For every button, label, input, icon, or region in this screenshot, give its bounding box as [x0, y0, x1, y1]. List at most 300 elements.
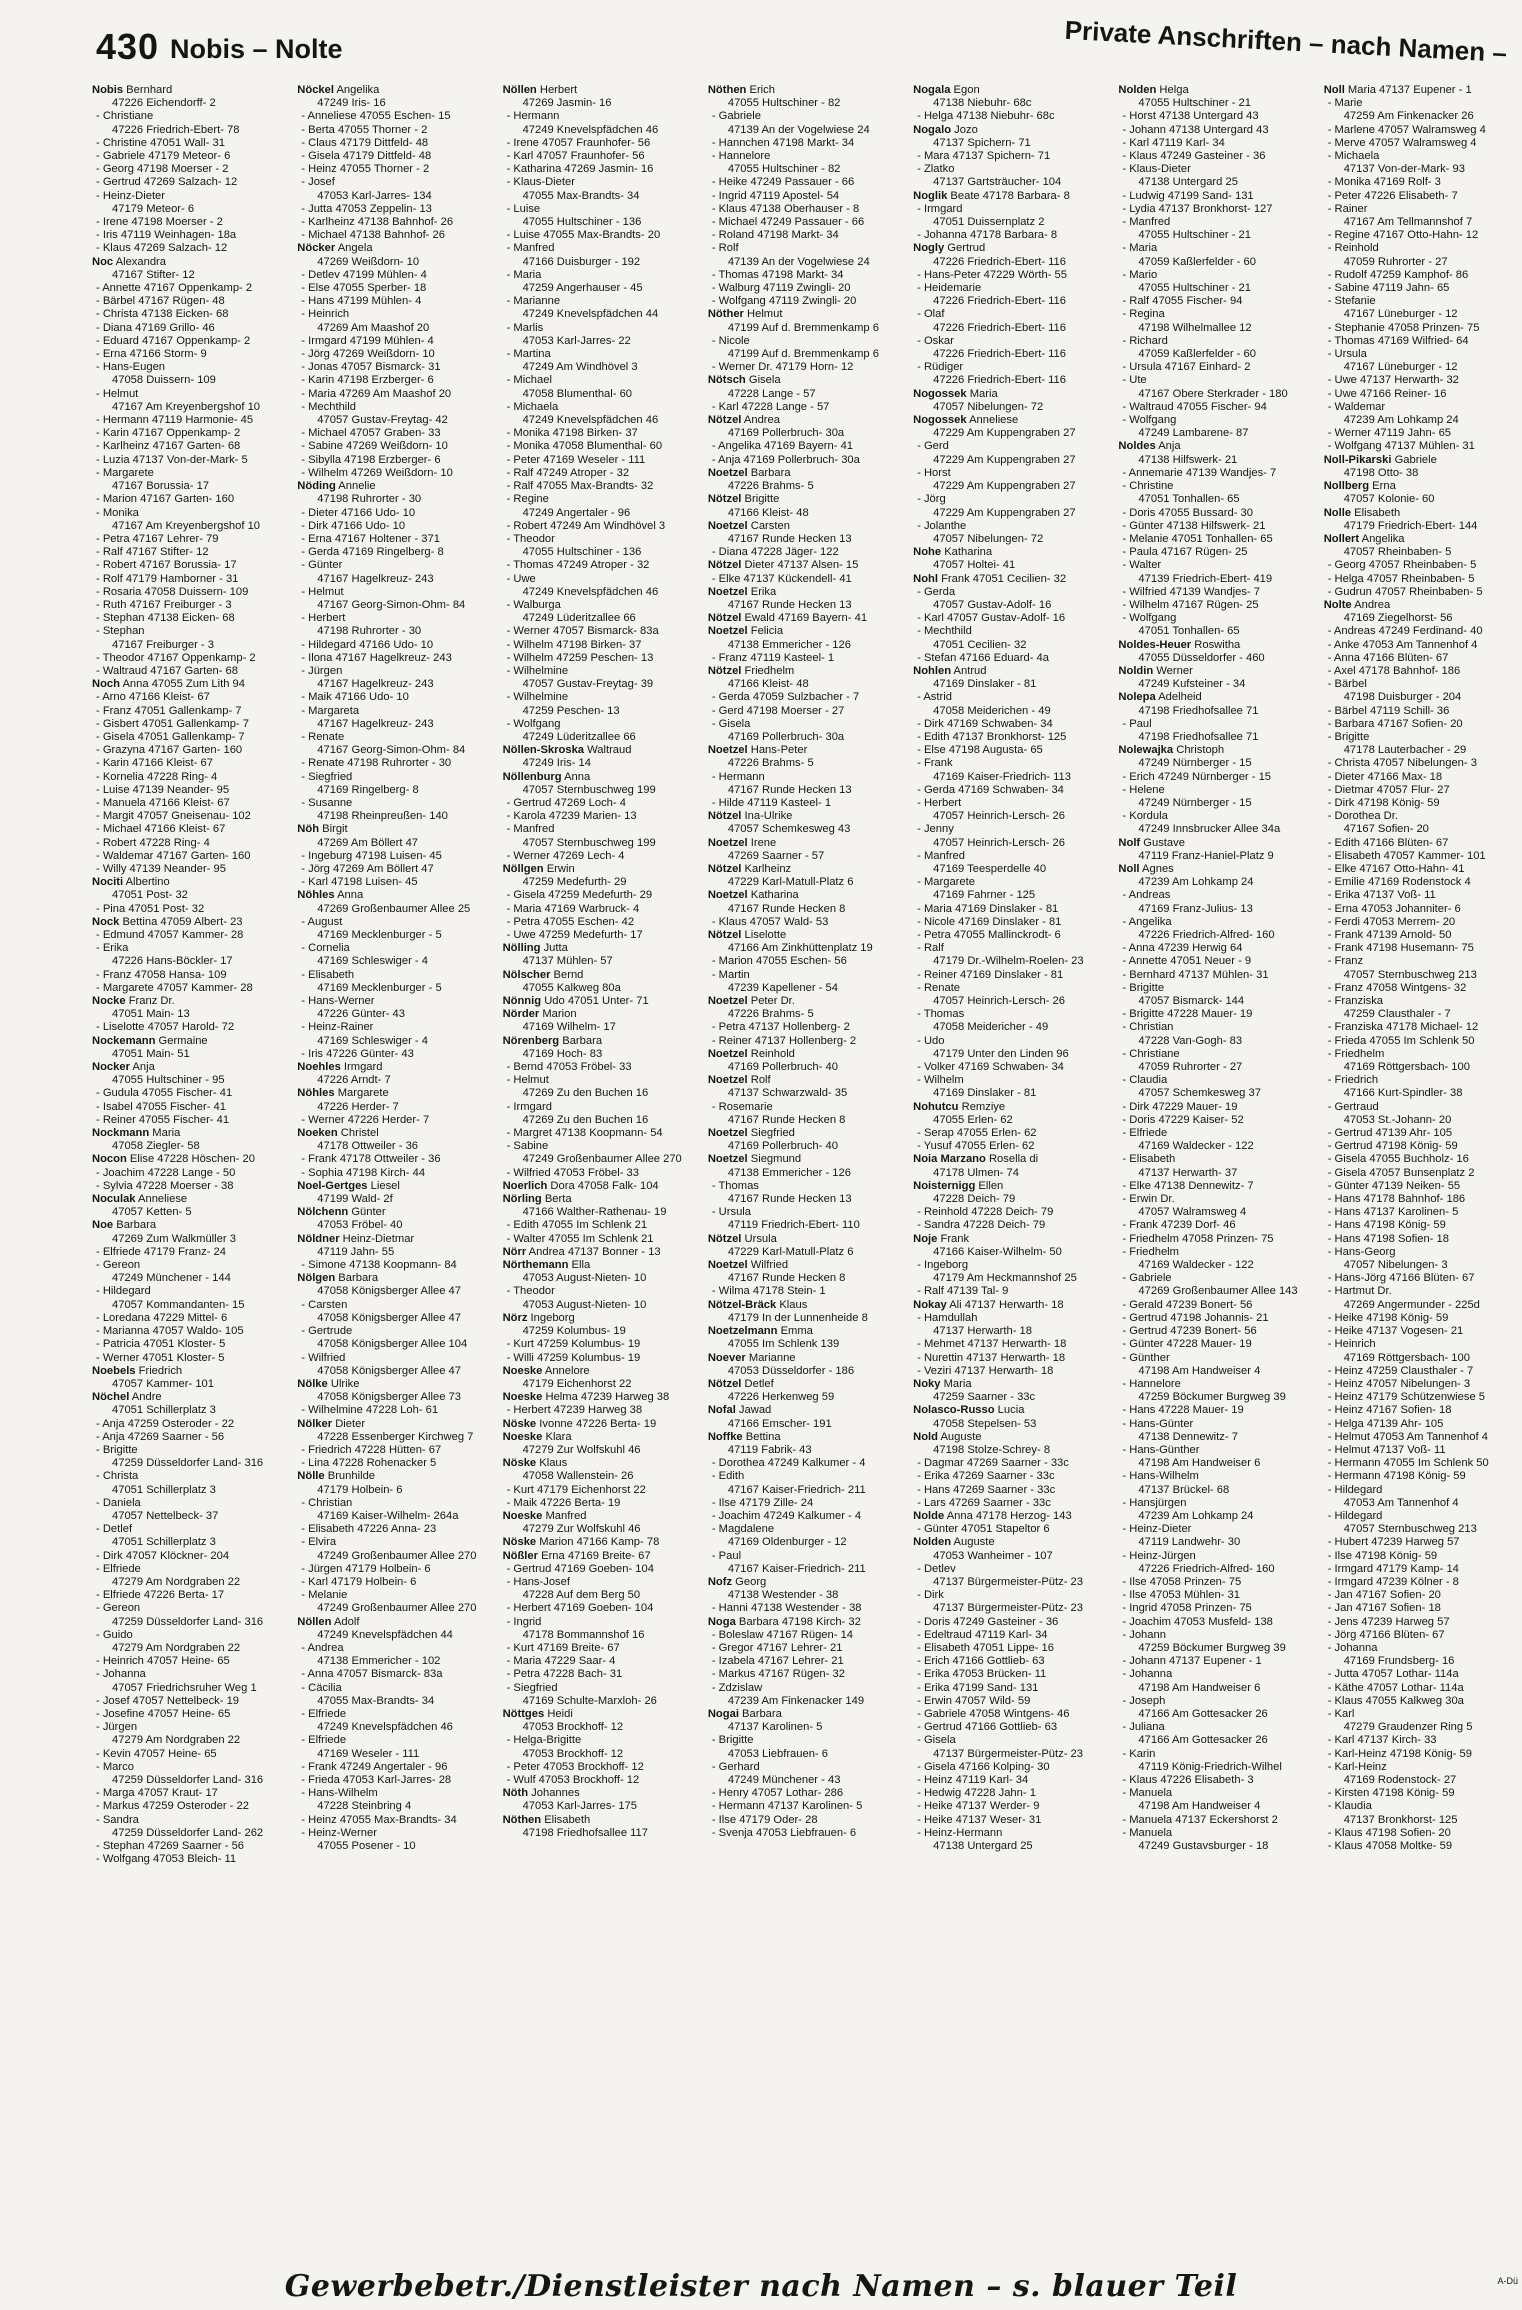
- address-line: 47058 Wallenstein- 26: [522, 1470, 634, 1483]
- surname: Nollert: [1323, 532, 1360, 545]
- address-line: 47279 Am Nordgraben 22: [112, 1641, 241, 1654]
- person-entry: - Renate: [917, 981, 961, 994]
- person-entry: - Josefine 47057 Heine- 65: [96, 1707, 231, 1720]
- person-entry: - Sibylla 47198 Erzberger- 6: [301, 453, 441, 466]
- entry-detail: Auguste: [937, 1430, 982, 1443]
- address-line: 47055 Hultschiner - 95: [112, 1074, 225, 1087]
- person-entry: - Heinz-Hermann: [917, 1826, 1003, 1839]
- surname-entry: [503, 1536, 696, 1549]
- address-line: 47226 Friedrich-Ebert- 116: [933, 295, 1066, 308]
- person-entry: - Maria: [506, 268, 542, 281]
- person-entry: - Dagmar 47269 Saarner - 33c: [917, 1457, 1069, 1470]
- address-line: 47058 Duissern- 109: [112, 374, 216, 387]
- person-entry: - Hermann: [711, 770, 765, 783]
- person-entry: - Reinhold: [1327, 242, 1379, 255]
- address-line: 47279 Am Nordgraben 22: [112, 1575, 241, 1588]
- surname: Noerlich: [502, 1179, 548, 1192]
- person-entry: - Wilhelmine: [506, 664, 569, 677]
- surname: Nöhles: [297, 889, 335, 902]
- surname: Noculak: [92, 1193, 136, 1206]
- person-entry: - Ilse 47058 Prinzen- 75: [1122, 1575, 1242, 1588]
- address-line: 47166 Am Zinkhüttenplatz 19: [727, 942, 873, 955]
- person-entry: - Yusuf 47055 Erlen- 62: [917, 1140, 1035, 1153]
- person-entry: - Else 47198 Augusta- 65: [917, 744, 1043, 757]
- person-entry: - Theodor: [506, 532, 555, 545]
- person-entry: - Heinrich 47057 Heine- 65: [96, 1655, 230, 1668]
- entry-detail: Birgit: [319, 823, 348, 836]
- person-entry: - Manuela: [1122, 1826, 1173, 1839]
- surname: Nöding: [297, 480, 336, 493]
- person-entry: - Karl-Heinz 47198 König- 59: [1327, 1747, 1472, 1760]
- address-line: 47137 Gartsträucher- 104: [933, 176, 1062, 189]
- address-line: 47138 Emmericher - 126: [727, 1166, 851, 1179]
- person-entry: - Marie: [1327, 97, 1363, 110]
- address-line: 47259 Kolumbus- 19: [522, 1325, 626, 1338]
- address-line: 47226 Friedrich-Alfred- 160: [1138, 1562, 1275, 1575]
- person-entry: - Karin 47198 Erzberger- 6: [301, 374, 434, 387]
- person-entry: - Brigitte: [96, 1443, 138, 1456]
- person-entry: - Klaus 47057 Wald- 53: [711, 915, 829, 928]
- person-entry: - Günter 47228 Mauer- 19: [1122, 1338, 1252, 1351]
- entry-detail: Udo 47051 Unter- 71: [541, 995, 649, 1008]
- person-entry: - Hans 47198 Sofien- 18: [1327, 1232, 1449, 1245]
- person-entry: - Hans-Peter 47229 Wörth- 55: [917, 268, 1067, 281]
- person-entry: - Franz 47051 Gallenkamp- 7: [96, 704, 242, 717]
- person-entry: - Dirk 47198 König- 59: [1327, 796, 1440, 809]
- address-line: 47119 Franz-Haniel-Platz 9: [1138, 849, 1274, 862]
- entry-detail: Frank: [937, 1232, 970, 1245]
- person-entry: - Käthe 47057 Lothar- 114a: [1327, 1681, 1464, 1694]
- address-line: 47249 Nürnberger - 15: [1138, 796, 1252, 809]
- address-line: 47137 Herwarth- 37: [1138, 1166, 1238, 1179]
- entry-detail: Brunhilde: [324, 1470, 376, 1483]
- person-entry: - Gertrude: [301, 1325, 353, 1338]
- address-line: 47169 Ringelberg- 8: [317, 783, 419, 796]
- address-line: 47228 Van-Gogh- 83: [1138, 1034, 1243, 1047]
- person-entry: - Herbert: [301, 612, 346, 625]
- address-line: 47198 Otto- 38: [1343, 466, 1419, 479]
- person-entry: - Heidemarie: [917, 282, 982, 295]
- person-entry: - Jolanthe: [917, 519, 967, 532]
- surname-entry: [297, 1616, 490, 1629]
- person-entry: - Ralf 47167 Stifter- 12: [96, 546, 209, 559]
- entry-detail: Adelheid: [1155, 691, 1202, 704]
- address-line: 47058 Blumenthal- 60: [522, 387, 633, 400]
- address-line: 47259 Saarner - 33c: [933, 1391, 1036, 1404]
- person-entry: - Michael 47057 Graben- 33: [301, 427, 441, 440]
- person-entry: - Franz 47058 Hansa- 109: [96, 968, 227, 981]
- surname: Nölke: [297, 1377, 328, 1390]
- address-line: 47055 Im Schlenk 139: [727, 1338, 840, 1351]
- person-entry: - Thomas: [711, 1179, 759, 1192]
- entry-detail: Angela: [335, 242, 373, 255]
- person-entry: - Thomas 47198 Markt- 34: [711, 268, 844, 281]
- surname: Nolewajka: [1118, 744, 1174, 757]
- person-entry: - Waldemar 47167 Garten- 160: [96, 849, 251, 862]
- entry-detail: Barbara: [335, 1272, 379, 1285]
- person-entry: - Petra 47055 Mallinckrodt- 6: [917, 929, 1061, 941]
- person-entry: - Hermann: [506, 110, 560, 123]
- address-line: 47057 Sternbuschweg 213: [1343, 1523, 1477, 1536]
- person-entry: - Magdalene: [711, 1523, 775, 1536]
- surname: Nöske: [502, 1417, 537, 1430]
- entry-detail: Friedhelm: [741, 664, 795, 677]
- person-entry: - Herbert 47169 Goeben- 104: [506, 1602, 654, 1615]
- address-line: 47249 Großenbaumer Allee 270: [522, 1153, 682, 1166]
- address-line: 47249 Innsbrucker Allee 34a: [1138, 823, 1281, 836]
- person-entry: - Jörg 47269 Weißdorn- 10: [301, 348, 435, 361]
- person-entry: - Reinhold 47228 Deich- 79: [917, 1206, 1054, 1219]
- person-entry: - Margit 47057 Gneisenau- 102: [96, 810, 251, 823]
- person-entry: - Klaus 47138 Oberhauser - 8: [711, 202, 860, 215]
- address-line: 47198 Am Handweiser 4: [1138, 1364, 1261, 1377]
- person-entry: - Daniela: [96, 1496, 141, 1509]
- person-entry: - Berta 47055 Thorner - 2: [301, 123, 428, 136]
- surname-entry: [1118, 863, 1311, 876]
- person-entry: - Gertrud 47269 Salzach- 12: [96, 176, 238, 189]
- surname-entry: [92, 1365, 285, 1378]
- address-line: 47279 Am Nordgraben 22: [112, 1734, 241, 1747]
- person-entry: - Heinz-Jürgen: [1122, 1549, 1196, 1562]
- surname-entry: [297, 84, 490, 97]
- person-entry: - Ilse 47179 Oder- 28: [711, 1813, 818, 1826]
- address-line: 47239 Am Lohkamp 24: [1343, 414, 1459, 427]
- address-line: 47057 Nibelungen- 72: [933, 400, 1044, 413]
- person-entry: - Michael 47249 Passauer - 66: [711, 216, 865, 229]
- surname: Noetzel: [707, 995, 748, 1008]
- surname: Nößler: [502, 1549, 538, 1562]
- entry-detail: Andre: [129, 1391, 162, 1404]
- person-entry: - Jonas 47057 Bismarck- 31: [301, 361, 441, 374]
- person-entry: - Manuela 47137 Eckershorst 2: [1122, 1813, 1278, 1826]
- person-entry: - Gerda 47169 Ringelberg- 8: [301, 546, 444, 559]
- address-line: 47259 Düsseldorfer Land- 316: [112, 1774, 264, 1786]
- person-entry: - Christa 47057 Nibelungen- 3: [1327, 757, 1477, 770]
- surname: Nöther: [707, 308, 744, 321]
- address-line: 47198 Friedhofsallee 71: [1138, 704, 1259, 717]
- surname: Nöllen: [502, 84, 537, 96]
- directory-column-2: [297, 84, 490, 2262]
- surname: Noeken: [297, 1127, 338, 1140]
- person-entry: - Hans 47199 Mühlen- 4: [301, 295, 422, 308]
- name-range: Nobis – Nolte: [170, 34, 343, 64]
- address-line: 47169 Rodenstock- 27: [1343, 1774, 1457, 1786]
- surname-entry: [913, 1153, 1106, 1166]
- person-entry: - Detlev: [917, 1562, 956, 1575]
- person-entry: - Hans-Wilhelm: [1122, 1470, 1199, 1483]
- person-entry: - Franz 47058 Wintgens- 32: [1327, 981, 1467, 994]
- address-line: 47228 Lange - 57: [727, 387, 816, 400]
- person-entry: - Heinz 47179 Schützenwiese 5: [1327, 1391, 1486, 1404]
- entry-detail: Anna: [561, 770, 591, 783]
- surname-entry: [708, 374, 901, 387]
- person-entry: - Klaus 47058 Moltke- 59: [1327, 1840, 1453, 1853]
- person-entry: - Sophia 47198 Kirch- 44: [301, 1166, 426, 1179]
- address-line: 47057 Nettelbeck- 37: [112, 1509, 219, 1522]
- person-entry: - Gerd 47198 Moerser - 27: [711, 704, 845, 717]
- person-entry: - Gabriele: [711, 110, 761, 123]
- person-entry: - Anna 47239 Herwig 64: [1122, 942, 1243, 955]
- person-entry: - Helmut 47137 Voß- 11: [1327, 1443, 1446, 1456]
- address-line: 47169 Fahrner - 125: [933, 889, 1036, 902]
- surname-entry: [913, 665, 1106, 678]
- surname-entry: [297, 889, 490, 902]
- person-entry: - Manfred: [506, 242, 555, 255]
- address-line: 47239 Am Lohkamp 24: [1138, 1509, 1254, 1522]
- person-entry: - Helmut: [506, 1074, 549, 1087]
- address-line: 47058 Meiderichen - 49: [933, 704, 1051, 717]
- person-entry: - Klaus 47055 Kalkweg 30a: [1327, 1694, 1464, 1707]
- entry-detail: Anna 47178 Herzog- 143: [944, 1509, 1072, 1522]
- person-entry: - Sabine: [506, 1140, 549, 1153]
- entry-detail: Erna 47169 Breite- 67: [538, 1549, 651, 1562]
- surname-entry: [708, 308, 901, 321]
- entry-detail: Heidi: [544, 1707, 573, 1720]
- surname-entry: [503, 1787, 696, 1800]
- person-entry: - Peter 47226 Elisabeth- 7: [1327, 189, 1458, 202]
- person-entry: - Hans-Günther: [1122, 1443, 1200, 1456]
- surname-entry: [297, 480, 490, 493]
- address-line: 47169 Ziegelhorst- 56: [1343, 612, 1453, 625]
- address-line: 47179 Am Heckmannshof 25: [933, 1272, 1077, 1285]
- surname-entry: [708, 863, 901, 876]
- person-entry: - Elisabeth: [301, 968, 355, 981]
- person-entry: - Klaus 47226 Elisabeth- 3: [1122, 1774, 1254, 1786]
- person-entry: - Gudrun 47057 Rheinbaben- 5: [1327, 585, 1483, 598]
- address-line: 47057 Heinrich-Lersch- 26: [933, 810, 1065, 823]
- person-entry: - Anna 47166 Blüten- 67: [1327, 651, 1449, 664]
- address-line: 47169 Frundsberg- 16: [1343, 1655, 1455, 1668]
- entry-detail: Gisela: [745, 374, 781, 387]
- surname: Nobis: [92, 84, 124, 96]
- surname: Nocker: [92, 1061, 130, 1074]
- person-entry: - Ute: [1122, 374, 1147, 387]
- surname-entry: [1118, 84, 1311, 97]
- person-entry: - Monika 47058 Blumenthal- 60: [506, 440, 663, 453]
- person-entry: - Friedrich: [1327, 1074, 1379, 1087]
- address-line: 47053 Brockhoff- 12: [522, 1721, 624, 1734]
- surname: Noc: [92, 255, 114, 268]
- address-line: 47059 Kaßlerfelder - 60: [1138, 348, 1256, 361]
- person-entry: - Manfred: [1122, 216, 1171, 229]
- person-entry: - Merve 47057 Walramsweg 4: [1327, 136, 1477, 149]
- person-entry: - Günter: [301, 559, 343, 572]
- address-line: 47053 Fröbel- 40: [317, 1219, 403, 1232]
- address-line: 47055 Hultschiner - 21: [1138, 97, 1251, 110]
- person-entry: - Ralf 47139 Tal- 9: [917, 1285, 1009, 1298]
- surname-entry: [708, 837, 901, 850]
- person-entry: - Stephan: [96, 625, 145, 638]
- person-entry: - Jörg 47269 Am Böllert 47: [301, 862, 434, 875]
- address-line: 47179 In der Lunnenheide 8: [727, 1311, 868, 1324]
- person-entry: - Stefan 47166 Eduard- 4a: [917, 651, 1049, 664]
- surname: Nolle: [1323, 506, 1352, 519]
- surname: Nötzel: [707, 929, 742, 941]
- address-line: 47053 Karl-Jarres- 175: [522, 1800, 637, 1813]
- person-entry: - Wolfgang 47137 Mühlen- 31: [1327, 440, 1475, 453]
- person-entry: - Brigitte: [1122, 981, 1165, 994]
- person-entry: - Heinz-Dieter: [1122, 1523, 1192, 1536]
- entry-detail: Marion 47166 Kamp- 78: [536, 1536, 660, 1549]
- surname-entry: [92, 1193, 285, 1206]
- surname-entry: [708, 1576, 901, 1589]
- person-entry: - Hildegard: [1327, 1509, 1383, 1522]
- entry-detail: Rosella di: [985, 1153, 1039, 1166]
- entry-detail: Ellen: [975, 1179, 1004, 1192]
- person-entry: - Marlene 47057 Walramsweg 4: [1327, 123, 1486, 136]
- surname-entry: [503, 1550, 696, 1563]
- address-line: 47137 Bürgermeister-Pütz- 23: [933, 1747, 1083, 1760]
- address-line: 47198 Am Handweiser 6: [1138, 1457, 1261, 1470]
- person-entry: - Isabel 47055 Fischer- 41: [96, 1100, 226, 1113]
- person-entry: - Kirsten 47198 König- 59: [1327, 1787, 1455, 1800]
- person-entry: - Frank 47139 Arnold- 50: [1327, 929, 1452, 941]
- surname-entry: [708, 625, 901, 638]
- person-entry: - Elfriede: [301, 1707, 347, 1720]
- address-line: 47167 Kaiser-Friedrich- 211: [727, 1562, 866, 1575]
- person-entry: - Uwe 47259 Medefurth- 17: [506, 929, 643, 941]
- person-entry: - Hannchen 47198 Markt- 34: [711, 136, 855, 149]
- entry-detail: Johannes: [528, 1787, 580, 1800]
- page-number: 430: [96, 26, 160, 67]
- person-entry: - Frieda 47053 Karl-Jarres- 28: [301, 1774, 452, 1786]
- surname: Noll-Pikarski: [1323, 453, 1392, 466]
- person-entry: - Else 47055 Sperber- 18: [301, 282, 427, 295]
- surname: Nöthen: [707, 84, 747, 96]
- person-entry: - Gertrud 47239 Bonert- 56: [1122, 1325, 1257, 1338]
- entry-detail: Peter Dr.: [747, 995, 795, 1008]
- address-line: 47053 Karl-Jarres- 134: [317, 189, 432, 202]
- address-line: 47229 Am Kuppengraben 27: [933, 453, 1076, 466]
- surname: Noetzelmann: [707, 1325, 778, 1338]
- person-entry: - Ingrid 47119 Apostel- 54: [711, 189, 840, 202]
- address-line: 47249 Knevelspfädchen 46: [522, 585, 659, 598]
- entry-detail: Manfred: [542, 1509, 587, 1522]
- address-line: 47269 Großenbaumer Allee 25: [317, 902, 471, 915]
- entry-detail: Ivonne 47226 Berta- 19: [536, 1417, 657, 1430]
- person-entry: - Mario: [1122, 268, 1158, 281]
- surname-entry: [1324, 454, 1517, 467]
- person-entry: - Veziri 47137 Herwarth- 18: [917, 1364, 1054, 1377]
- entry-detail: Ewald 47169 Bayern- 41: [741, 612, 868, 625]
- person-entry: - Joachim 47228 Lange - 50: [96, 1166, 236, 1179]
- person-entry: - Gisela 47051 Gallenkamp- 7: [96, 730, 245, 743]
- person-entry: - Gisela 47179 Dittfeld- 48: [301, 150, 432, 163]
- address-line: 47269 Jasmin- 16: [522, 97, 612, 110]
- person-entry: - Werner 47226 Herder- 7: [301, 1113, 430, 1126]
- address-line: 47259 Am Finkenacker 26: [1343, 110, 1474, 123]
- person-entry: - Erika 47053 Brücken- 11: [917, 1668, 1047, 1681]
- address-line: 47167 Hagelkreuz- 243: [317, 572, 434, 585]
- person-entry: - Bärbel 47167 Rügen- 48: [96, 295, 225, 308]
- surname-entry: [708, 612, 901, 625]
- person-entry: - Elke 47167 Otto-Hahn- 41: [1327, 862, 1465, 875]
- person-entry: - Heinz-Rainer: [301, 1021, 374, 1034]
- person-entry: - Axel 47178 Bahnhof- 186: [1327, 664, 1461, 677]
- address-line: 47226 Herder- 7: [317, 1100, 399, 1113]
- surname-entry: [913, 573, 1106, 586]
- address-line: 47166 Walther-Rathenau- 19: [522, 1206, 667, 1219]
- address-line: 47057 Friedrichsruher Weg 1: [112, 1681, 257, 1694]
- entry-detail: Elise 47228 Höschen- 20: [126, 1153, 255, 1166]
- address-line: 47053 August-Nieten- 10: [522, 1298, 647, 1311]
- surname-entry: [92, 916, 285, 929]
- person-entry: - Joachim 47053 Musfeld- 138: [1122, 1615, 1273, 1628]
- person-entry: - Gertraud: [1327, 1100, 1379, 1113]
- address-line: 47178 Ottweiler - 36: [317, 1140, 419, 1153]
- address-line: 47178 Lauterbacher - 29: [1343, 744, 1467, 757]
- address-line: 47166 Am Gottesacker 26: [1138, 1707, 1268, 1720]
- person-entry: - Dirk: [917, 1589, 944, 1602]
- person-entry: - Marianna 47057 Waldo- 105: [96, 1325, 244, 1338]
- entry-detail: Ingeborg: [527, 1311, 575, 1324]
- entry-detail: Katharina: [941, 546, 993, 559]
- person-entry: - Josef: [301, 176, 335, 189]
- person-entry: - Michael 47138 Bahnhof- 26: [301, 229, 445, 242]
- person-entry: - Werner 47119 Jahn- 65: [1327, 427, 1452, 440]
- address-line: 47166 Am Gottesacker 26: [1138, 1734, 1268, 1747]
- surname: Nötzel: [707, 414, 742, 427]
- surname: Nöchel: [92, 1391, 130, 1404]
- person-entry: - Dirk 47229 Mauer- 19: [1122, 1100, 1238, 1113]
- person-entry: - Josef 47057 Nettelbeck- 19: [96, 1694, 240, 1707]
- person-entry: - Doris 47055 Bussard- 30: [1122, 506, 1253, 519]
- address-line: 47137 Schwarzwald- 35: [727, 1087, 848, 1100]
- person-entry: - Heinrich: [1327, 1338, 1376, 1351]
- person-entry: - Hans-Werner: [301, 995, 375, 1008]
- address-line: 47167 Runde Hecken 13: [727, 532, 852, 545]
- page-header: [0, 0, 1522, 70]
- person-entry: - Johanna 47178 Barbara- 8: [917, 229, 1058, 242]
- address-line: 47055 Düsseldorfer - 460: [1138, 651, 1265, 664]
- person-entry: - Manuela: [1122, 1787, 1173, 1800]
- person-entry: - Guido: [96, 1628, 133, 1641]
- surname: Noll: [1118, 862, 1140, 875]
- person-entry: - Edith 47137 Bronkhorst- 125: [917, 730, 1067, 743]
- address-line: 47051 Post- 32: [112, 889, 188, 902]
- person-entry: - Heinz 47055 Thorner - 2: [301, 163, 430, 176]
- surname: Nöldner: [297, 1232, 340, 1245]
- person-entry: - Nicole 47169 Dinslaker - 81: [917, 915, 1062, 928]
- person-entry: - Horst: [917, 466, 951, 479]
- person-entry: - Wolfgang: [506, 717, 561, 730]
- person-entry: - Wilfried 47053 Fröbel- 33: [506, 1166, 640, 1179]
- person-entry: - Willi 47259 Kolumbus- 19: [506, 1351, 641, 1364]
- address-line: 47167 Obere Sterkrader - 180: [1138, 387, 1288, 400]
- surname-entry: [1118, 440, 1311, 453]
- person-entry: - Hans-Günter: [1122, 1417, 1194, 1430]
- entry-detail: Anna 47055 Zum Lith 94: [119, 678, 245, 691]
- person-entry: - Gertrud 47169 Goeben- 104: [506, 1562, 654, 1575]
- address-line: 47279 Graudenzer Ring 5: [1343, 1721, 1473, 1734]
- person-entry: - Izabela 47167 Lehrer- 21: [711, 1655, 844, 1668]
- person-entry: - Cornelia: [301, 942, 350, 955]
- person-entry: - Stephanie 47058 Prinzen- 75: [1327, 321, 1480, 334]
- surname: Nöske: [502, 1457, 537, 1470]
- person-entry: - Monika 47169 Rolf- 3: [1327, 176, 1441, 189]
- person-entry: - Wolfgang 47053 Bleich- 11: [96, 1853, 237, 1866]
- address-line: 47055 Hultschiner - 136: [522, 546, 642, 559]
- surname-entry: [913, 1299, 1106, 1312]
- surname: Nociti: [92, 876, 124, 889]
- person-entry: - Melanie: [301, 1589, 348, 1602]
- person-entry: - Hans-Wilhelm: [301, 1787, 378, 1800]
- surname-entry: [913, 1510, 1106, 1523]
- address-line: 47053 Wanheimer - 107: [933, 1549, 1053, 1562]
- person-entry: - Dorothea Dr.: [1327, 810, 1398, 823]
- surname: Noetzel: [707, 519, 748, 532]
- address-line: 47249 Nürnberger - 15: [1138, 757, 1252, 770]
